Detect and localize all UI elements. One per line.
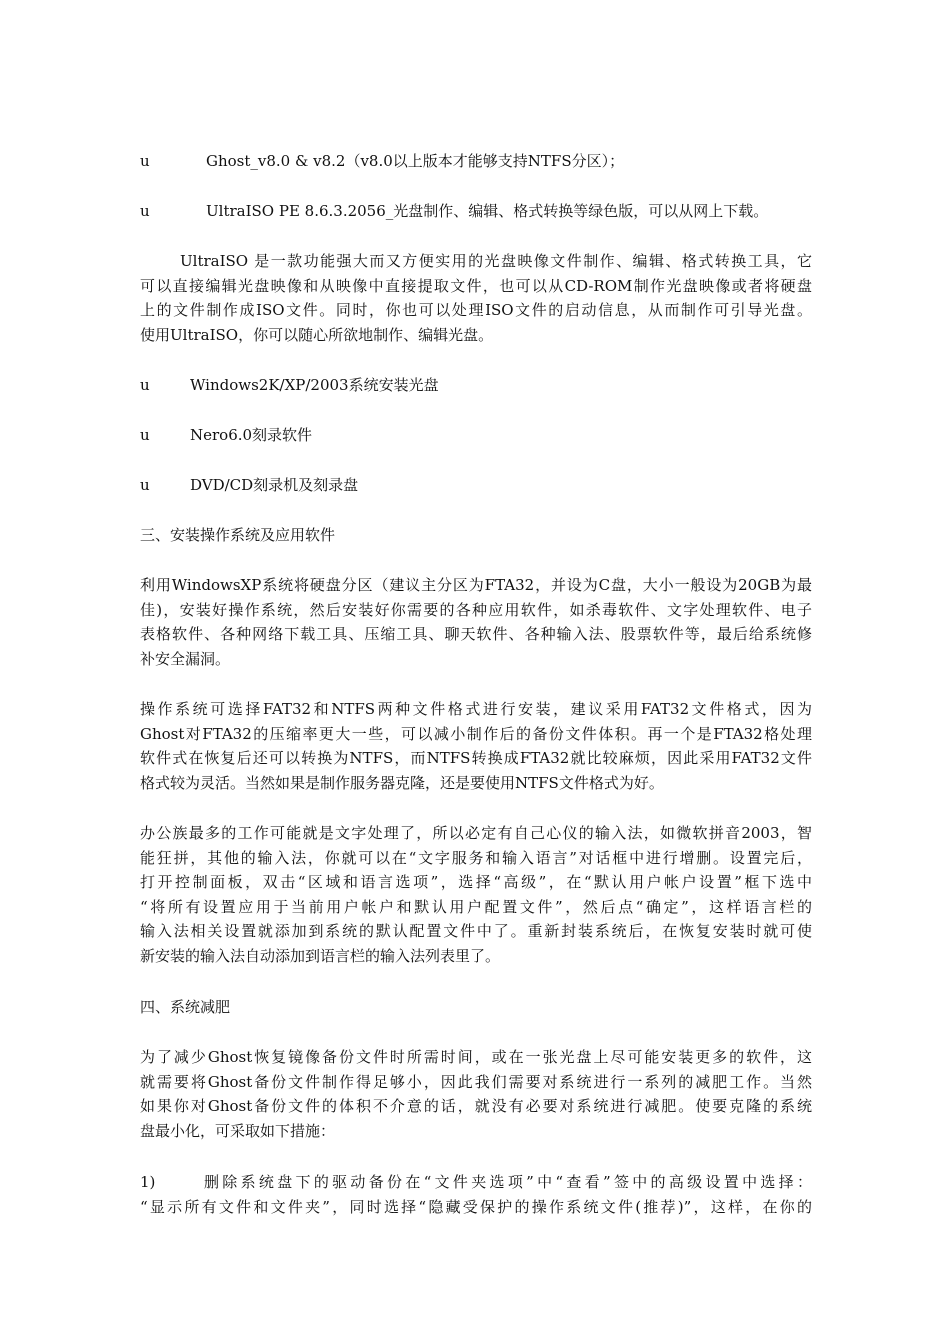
bullet-text: Nero6.0刻录软件 — [190, 426, 313, 444]
step-marker: 1) — [140, 1173, 156, 1191]
paragraph-line: 就需要将Ghost备份文件制作得足够小，因此我们需要对系统进行一系列的减肥工作。当然 — [140, 1072, 812, 1091]
paragraph-line: 利用WindowsXP系统将硬盘分区（建议主分区为FTA32，并设为C盘，大小一般设为20GB为最 — [140, 576, 812, 594]
paragraph-line: 可以直接编辑光盘映像和从映像中直接提取文件，也可以从CD-ROM制作光盘映像或者将硬盘 — [140, 276, 812, 295]
step-line: “显示所有文件和文件夹”，同时选择“隐藏受保护的操作系统文件(推荐)”，这样，在你的 — [140, 1197, 812, 1216]
bullet-item — [140, 373, 812, 398]
numbered-step — [140, 1170, 812, 1219]
paragraph-line: 如果你对Ghost备份文件的体积不介意的话，就没有必要对系统进行减肥。使要克隆的系统 — [140, 1097, 812, 1115]
bullet-marker: u — [140, 426, 150, 444]
paragraph-line: 使用UltraISO，你可以随心所欲地制作、编辑光盘。 — [140, 325, 494, 344]
paragraph-line: 办公族最多的工作可能就是文字处理了，所以必定有自己心仪的输入法，如微软拼音2003，智 — [140, 824, 812, 842]
paragraph-line: 补安全漏洞。 — [140, 649, 231, 668]
paragraph-install — [140, 573, 812, 671]
paragraph-line: Ghost对FTA32的压缩率更大一些，可以减小制作后的备份文件体积。再一个是FTA32格处理 — [140, 724, 812, 743]
paragraph-line: “将所有设置应用于当前用户帐户和默认用户配置文件”，然后点“确定”，这样语言栏的 — [140, 897, 812, 916]
bullet-text: Ghost_v8.0 & v8.2（v8.0以上版本才能够支持NTFS分区）； — [206, 152, 625, 170]
paragraph-line: 能狂拼，其他的输入法，你就可以在“文字服务和输入语言”对话框中进行增删。设置完后， — [140, 848, 812, 867]
step-line — [140, 1170, 812, 1195]
bullet-item — [140, 199, 812, 224]
bullet-item — [140, 473, 812, 498]
bullet-text: Windows2K/XP/2003系统安装光盘 — [190, 376, 439, 394]
paragraph-line: 格式较为灵活。当然如果是制作服务器克隆，还是要使用NTFS文件格式为好。 — [140, 773, 664, 792]
bullet-marker: u — [140, 376, 150, 394]
paragraph-slim — [140, 1045, 812, 1143]
bullet-item — [140, 423, 812, 448]
paragraph-line: 软件式在恢复后还可以转换为NTFS，而NTFS转换成FTA32就比较麻烦，因此采用FAT32文件 — [140, 749, 812, 767]
paragraph-line: 佳)，安装好操作系统，然后安装好你需要的各种应用软件，如杀毒软件、文字处理软件、电子 — [140, 600, 812, 619]
bullet-text: DVD/CD刻录机及刻录盘 — [190, 476, 359, 494]
paragraph-line: 打开控制面板，双击“区域和语言选项”，选择“高级”，在“默认用户帐户设置”框下选中 — [140, 873, 812, 891]
paragraph-line: 盘最小化，可采取如下措施： — [140, 1121, 336, 1140]
paragraph-line: UltraISO 是一款功能强大而又方便实用的光盘映像文件制作、编辑、格式转换工具，它 — [180, 252, 812, 270]
bullet-marker: u — [140, 152, 150, 170]
bullet-text: UltraISO PE 8.6.3.2056_光盘制作、编辑、格式转换等绿色版，可以从网上下载。 — [206, 202, 769, 220]
step-text: 删除系统盘下的驱动备份在“文件夹选项”中“查看”签中的高级设置中选择： — [204, 1173, 812, 1191]
paragraph-line: 为了减少Ghost恢复镜像备份文件时所需时间，或在一张光盘上尽可能安装更多的软件，这 — [140, 1048, 812, 1066]
paragraph-fat32 — [140, 697, 812, 795]
paragraph-ultraiso — [140, 249, 812, 347]
paragraph-line: 输入法相关设置就添加到系统的默认配置文件中了。重新封装系统后，在恢复安装时就可使 — [140, 922, 812, 940]
paragraph-line: 操作系统可选择FAT32和NTFS两种文件格式进行安装，建议采用FAT32文件格式，因为 — [140, 700, 812, 718]
section-heading: 三、安装操作系统及应用软件 — [140, 526, 336, 544]
paragraph-line: 上的文件制作成ISO文件。同时，你也可以处理ISO文件的启动信息，从而制作可引导光盘。 — [140, 301, 812, 319]
paragraph-input-method — [140, 821, 812, 968]
paragraph-line: 新安装的输入法自动添加到语言栏的输入法列表里了。 — [140, 946, 501, 965]
bullet-marker: u — [140, 202, 150, 220]
bullet-marker: u — [140, 476, 150, 494]
paragraph-line: 表格软件、各种网络下载工具、压缩工具、聊天软件、各种输入法、股票软件等，最后给系统修 — [140, 625, 812, 643]
section-heading: 四、系统减肥 — [140, 998, 231, 1016]
bullet-item — [140, 149, 812, 174]
